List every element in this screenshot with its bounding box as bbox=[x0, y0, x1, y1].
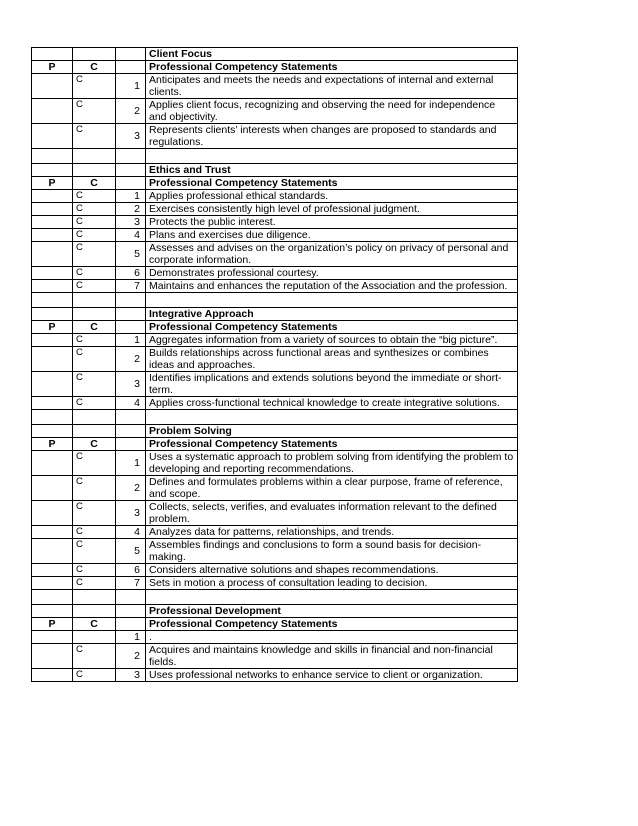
statement-row bbox=[32, 644, 518, 669]
c-cell: C bbox=[73, 644, 116, 669]
empty-cell bbox=[73, 605, 116, 618]
statement-number: 1 bbox=[116, 74, 146, 99]
c-cell: C bbox=[73, 577, 116, 590]
empty-cell bbox=[116, 605, 146, 618]
p-cell bbox=[32, 539, 73, 564]
empty-cell bbox=[116, 590, 146, 605]
statement-number: 1 bbox=[116, 451, 146, 476]
statement-number: 3 bbox=[116, 372, 146, 397]
empty-cell bbox=[116, 410, 146, 425]
statement-text: Protects the public interest. bbox=[146, 216, 518, 229]
statements-header: Professional Competency Statements bbox=[146, 438, 518, 451]
section-header-row bbox=[32, 438, 518, 451]
statement-row bbox=[32, 267, 518, 280]
statement-row bbox=[32, 216, 518, 229]
c-cell: C bbox=[73, 451, 116, 476]
statement-text: Represents clients’ interests when changes are proposed to standards and regulations. bbox=[146, 124, 518, 149]
statement-text: Sets in motion a process of consultation leading to decision. bbox=[146, 577, 518, 590]
p-column-header: P bbox=[32, 177, 73, 190]
empty-cell bbox=[32, 48, 73, 61]
statement-number: 2 bbox=[116, 99, 146, 124]
section-title: Professional Development bbox=[146, 605, 518, 618]
c-cell: C bbox=[73, 74, 116, 99]
statements-header: Professional Competency Statements bbox=[146, 618, 518, 631]
c-cell: C bbox=[73, 564, 116, 577]
section-title: Integrative Approach bbox=[146, 308, 518, 321]
c-cell: C bbox=[73, 476, 116, 501]
statement-text: Acquires and maintains knowledge and skills in financial and non-financial fields. bbox=[146, 644, 518, 669]
statement-text: Analyzes data for patterns, relationships, and trends. bbox=[146, 526, 518, 539]
c-cell: C bbox=[73, 124, 116, 149]
empty-cell bbox=[146, 410, 518, 425]
statement-row bbox=[32, 280, 518, 293]
statements-header: Professional Competency Statements bbox=[146, 321, 518, 334]
p-cell bbox=[32, 190, 73, 203]
statement-text: Assembles findings and conclusions to form a sound basis for decision-making. bbox=[146, 539, 518, 564]
p-cell bbox=[32, 99, 73, 124]
statement-row bbox=[32, 476, 518, 501]
statement-text: Uses professional networks to enhance service to client or organization. bbox=[146, 669, 518, 682]
c-cell: C bbox=[73, 397, 116, 410]
statement-text: Applies cross-functional technical knowledge to create integrative solutions. bbox=[146, 397, 518, 410]
statement-row bbox=[32, 242, 518, 267]
spacer-row bbox=[32, 590, 518, 605]
c-cell: C bbox=[73, 99, 116, 124]
statement-text: Applies client focus, recognizing and observing the need for independence and objectivity. bbox=[146, 99, 518, 124]
statements-header: Professional Competency Statements bbox=[146, 61, 518, 74]
section-header-row bbox=[32, 61, 518, 74]
statement-number: 3 bbox=[116, 669, 146, 682]
empty-cell bbox=[32, 410, 73, 425]
p-cell bbox=[32, 267, 73, 280]
statement-number: 4 bbox=[116, 229, 146, 242]
statement-row bbox=[32, 501, 518, 526]
statement-number: 3 bbox=[116, 216, 146, 229]
p-cell bbox=[32, 577, 73, 590]
statement-number: 2 bbox=[116, 347, 146, 372]
statement-number: 1 bbox=[116, 334, 146, 347]
empty-cell bbox=[32, 605, 73, 618]
c-cell: C bbox=[73, 190, 116, 203]
statement-number: 3 bbox=[116, 501, 146, 526]
c-column-header: C bbox=[73, 177, 116, 190]
spacer-row bbox=[32, 410, 518, 425]
empty-cell bbox=[73, 590, 116, 605]
competency-document bbox=[31, 47, 517, 682]
section-title-row bbox=[32, 164, 518, 177]
c-cell: C bbox=[73, 203, 116, 216]
empty-cell bbox=[32, 425, 73, 438]
statement-text: . bbox=[146, 631, 518, 644]
section-header-row bbox=[32, 618, 518, 631]
statement-row bbox=[32, 203, 518, 216]
statement-row bbox=[32, 347, 518, 372]
empty-cell bbox=[116, 308, 146, 321]
statement-row bbox=[32, 397, 518, 410]
statement-row bbox=[32, 669, 518, 682]
competency-table-body bbox=[32, 48, 518, 682]
c-cell: C bbox=[73, 242, 116, 267]
statement-text: Defines and formulates problems within a clear purpose, frame of reference, and scope. bbox=[146, 476, 518, 501]
statement-row bbox=[32, 526, 518, 539]
c-cell: C bbox=[73, 526, 116, 539]
statement-row bbox=[32, 631, 518, 644]
statement-text: Applies professional ethical standards. bbox=[146, 190, 518, 203]
statement-text: Collects, selects, verifies, and evaluates information relevant to the defined problem. bbox=[146, 501, 518, 526]
statement-number: 6 bbox=[116, 267, 146, 280]
statement-row bbox=[32, 539, 518, 564]
p-cell bbox=[32, 229, 73, 242]
empty-cell bbox=[73, 48, 116, 61]
statement-number: 4 bbox=[116, 397, 146, 410]
statement-row bbox=[32, 334, 518, 347]
statement-number: 7 bbox=[116, 280, 146, 293]
empty-cell bbox=[116, 321, 146, 334]
statement-row bbox=[32, 124, 518, 149]
statement-text: Plans and exercises due diligence. bbox=[146, 229, 518, 242]
statement-text: Maintains and enhances the reputation of the Association and the profession. bbox=[146, 280, 518, 293]
p-cell bbox=[32, 476, 73, 501]
p-cell bbox=[32, 203, 73, 216]
section-title-row bbox=[32, 425, 518, 438]
empty-cell bbox=[73, 149, 116, 164]
statement-number: 1 bbox=[116, 631, 146, 644]
empty-cell bbox=[116, 293, 146, 308]
statement-text: Considers alternative solutions and shapes recommendations. bbox=[146, 564, 518, 577]
p-cell bbox=[32, 501, 73, 526]
c-column-header: C bbox=[73, 321, 116, 334]
section-title-row bbox=[32, 605, 518, 618]
empty-cell bbox=[32, 308, 73, 321]
statement-row bbox=[32, 229, 518, 242]
empty-cell bbox=[146, 590, 518, 605]
statement-text: Anticipates and meets the needs and expectations of internal and external clients. bbox=[146, 74, 518, 99]
p-cell bbox=[32, 280, 73, 293]
empty-cell bbox=[116, 425, 146, 438]
p-cell bbox=[32, 372, 73, 397]
p-cell bbox=[32, 397, 73, 410]
statement-number: 4 bbox=[116, 526, 146, 539]
p-cell bbox=[32, 347, 73, 372]
empty-cell bbox=[73, 425, 116, 438]
c-cell: C bbox=[73, 216, 116, 229]
competency-table bbox=[31, 47, 518, 682]
section-header-row bbox=[32, 321, 518, 334]
statement-row bbox=[32, 372, 518, 397]
statement-row bbox=[32, 577, 518, 590]
empty-cell bbox=[32, 164, 73, 177]
statement-number: 5 bbox=[116, 539, 146, 564]
c-column-header: C bbox=[73, 618, 116, 631]
empty-cell bbox=[116, 61, 146, 74]
statement-number: 1 bbox=[116, 190, 146, 203]
p-cell bbox=[32, 526, 73, 539]
statement-number: 2 bbox=[116, 203, 146, 216]
empty-cell bbox=[146, 149, 518, 164]
p-cell bbox=[32, 334, 73, 347]
p-cell bbox=[32, 124, 73, 149]
statement-row bbox=[32, 74, 518, 99]
section-title: Client Focus bbox=[146, 48, 518, 61]
c-cell: C bbox=[73, 669, 116, 682]
p-cell bbox=[32, 644, 73, 669]
section-header-row bbox=[32, 177, 518, 190]
section-title-row bbox=[32, 308, 518, 321]
empty-cell bbox=[73, 308, 116, 321]
empty-cell bbox=[116, 149, 146, 164]
empty-cell bbox=[73, 293, 116, 308]
empty-cell bbox=[116, 438, 146, 451]
section-title-row bbox=[32, 48, 518, 61]
empty-cell bbox=[32, 293, 73, 308]
statement-number: 2 bbox=[116, 476, 146, 501]
statement-text: Demonstrates professional courtesy. bbox=[146, 267, 518, 280]
p-cell bbox=[32, 669, 73, 682]
p-cell bbox=[32, 74, 73, 99]
statement-number: 3 bbox=[116, 124, 146, 149]
c-cell: C bbox=[73, 347, 116, 372]
statement-text: Uses a systematic approach to problem solving from identifying the problem to developing and reporting recommendations. bbox=[146, 451, 518, 476]
statement-number: 7 bbox=[116, 577, 146, 590]
statement-text: Builds relationships across functional areas and synthesizes or combines ideas and approaches. bbox=[146, 347, 518, 372]
statement-text: Exercises consistently high level of professional judgment. bbox=[146, 203, 518, 216]
c-cell: C bbox=[73, 267, 116, 280]
c-column-header: C bbox=[73, 438, 116, 451]
section-title: Problem Solving bbox=[146, 425, 518, 438]
c-cell bbox=[73, 631, 116, 644]
empty-cell bbox=[32, 149, 73, 164]
statement-text: Identifies implications and extends solutions beyond the immediate or short-term. bbox=[146, 372, 518, 397]
statement-text: Aggregates information from a variety of sources to obtain the “big picture”. bbox=[146, 334, 518, 347]
c-cell: C bbox=[73, 229, 116, 242]
empty-cell bbox=[116, 177, 146, 190]
empty-cell bbox=[116, 164, 146, 177]
p-cell bbox=[32, 216, 73, 229]
c-cell: C bbox=[73, 334, 116, 347]
statements-header: Professional Competency Statements bbox=[146, 177, 518, 190]
c-column-header: C bbox=[73, 61, 116, 74]
empty-cell bbox=[73, 410, 116, 425]
p-column-header: P bbox=[32, 321, 73, 334]
p-column-header: P bbox=[32, 438, 73, 451]
statement-row bbox=[32, 190, 518, 203]
empty-cell bbox=[73, 164, 116, 177]
empty-cell bbox=[116, 48, 146, 61]
c-cell: C bbox=[73, 501, 116, 526]
statement-text: Assesses and advises on the organization’s policy on privacy of personal and corporate information. bbox=[146, 242, 518, 267]
p-cell bbox=[32, 451, 73, 476]
empty-cell bbox=[146, 293, 518, 308]
statement-row bbox=[32, 451, 518, 476]
c-cell: C bbox=[73, 539, 116, 564]
statement-number: 2 bbox=[116, 644, 146, 669]
p-cell bbox=[32, 242, 73, 267]
section-title: Ethics and Trust bbox=[146, 164, 518, 177]
spacer-row bbox=[32, 293, 518, 308]
p-column-header: P bbox=[32, 618, 73, 631]
empty-cell bbox=[32, 590, 73, 605]
statement-number: 5 bbox=[116, 242, 146, 267]
spacer-row bbox=[32, 149, 518, 164]
empty-cell bbox=[116, 618, 146, 631]
p-cell bbox=[32, 564, 73, 577]
statement-row bbox=[32, 564, 518, 577]
p-cell bbox=[32, 631, 73, 644]
p-column-header: P bbox=[32, 61, 73, 74]
statement-row bbox=[32, 99, 518, 124]
c-cell: C bbox=[73, 280, 116, 293]
c-cell: C bbox=[73, 372, 116, 397]
statement-number: 6 bbox=[116, 564, 146, 577]
